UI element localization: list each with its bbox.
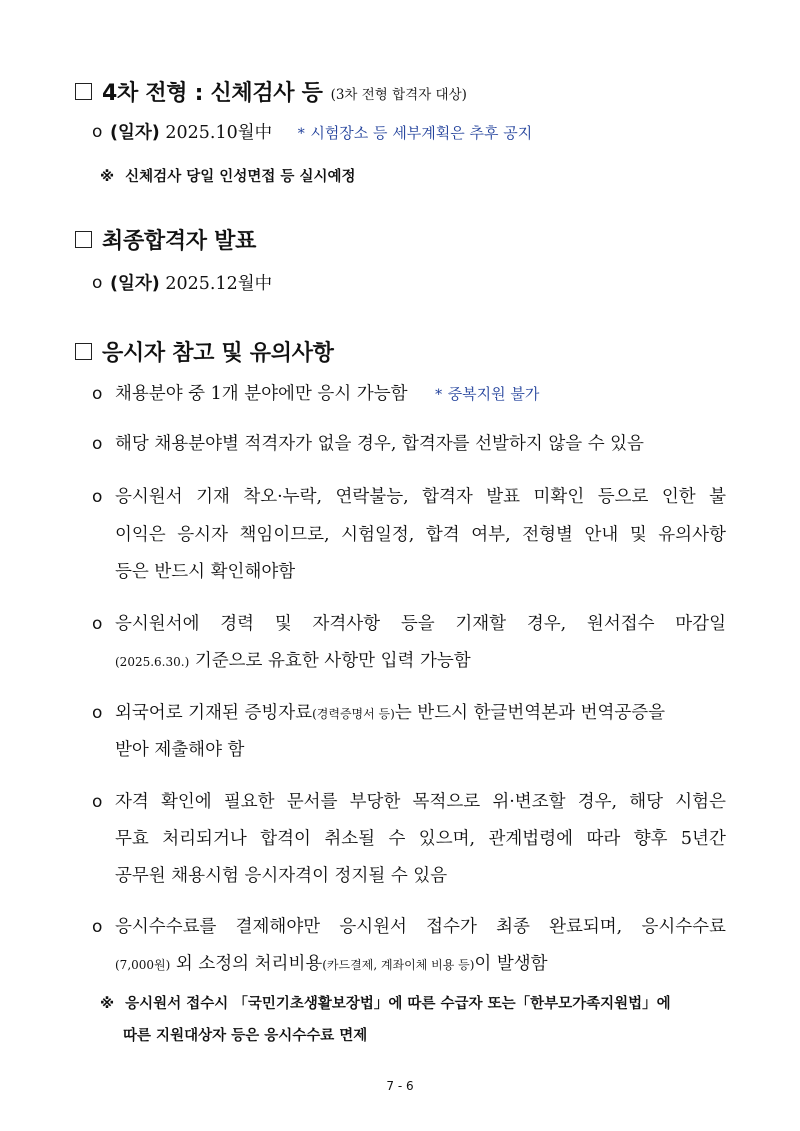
word: 응시수수료를	[115, 917, 217, 937]
note-item-3-line-2	[115, 521, 726, 546]
note-item-6-line-2	[115, 825, 726, 850]
word: 인한	[661, 487, 696, 507]
word: 및	[274, 614, 292, 634]
word: 완료되며,	[549, 917, 623, 937]
note-small: (카드결제, 계좌이체 비용 등)	[322, 958, 475, 972]
word: 확인에	[160, 792, 212, 812]
word: 수	[388, 829, 406, 849]
bullet: o	[92, 792, 103, 812]
date-label: (일자)	[110, 123, 160, 143]
bullet: o	[92, 122, 103, 142]
word: 기재할	[455, 614, 507, 634]
word: 5년간	[680, 829, 726, 849]
section-heading-notes	[75, 336, 334, 367]
word: 유의사항	[658, 525, 726, 545]
word: 경력	[220, 614, 255, 634]
reference-mark: ※	[100, 169, 115, 185]
word: 접수가	[426, 917, 477, 937]
word: 및	[629, 525, 647, 545]
word: 있으며,	[418, 829, 476, 849]
word: 응시원서	[115, 487, 183, 507]
bullet: o	[92, 384, 103, 404]
schedule-note: 시험장소 등 세부계획은 추후 공지	[310, 124, 533, 142]
word: 향후	[633, 829, 668, 849]
note-text: 는 반드시 한글번역본과 번역공증을	[394, 703, 666, 723]
word: 무효	[115, 829, 149, 849]
remark-fee-exemption-line-2: 따른 지원대상자 등은 응시수수료 면제	[123, 1028, 368, 1044]
word: 전형별	[522, 525, 573, 545]
word: 시험은	[675, 792, 726, 812]
bullet: o	[92, 434, 103, 454]
bullet: o	[92, 917, 103, 937]
note-item-5-line-1	[115, 699, 665, 724]
word: 위·변조할	[492, 792, 566, 812]
word: 연락불능,	[335, 487, 409, 507]
checkbox-square-icon	[75, 231, 92, 248]
asterisk-mark: *	[297, 126, 305, 142]
word: 합격자	[422, 487, 473, 507]
remark-text: 응시원서 접수시 「국민기초생활보장법」에 따른 수급자 또는「한부모가족지원법」에	[125, 996, 671, 1012]
section-title: 4차 전형 : 신체검사 등	[102, 81, 323, 106]
remark-text: 신체검사 당일 인성면접 등 실시예정	[125, 169, 356, 185]
word: 최종	[496, 917, 530, 937]
word: 응시원서에	[115, 614, 200, 634]
word: 경우,	[577, 792, 618, 812]
page-number: 7 - 6	[386, 1079, 414, 1093]
word: 착오·누락,	[243, 487, 323, 507]
word: 부당한	[349, 792, 401, 812]
section-title: 응시자 참고 및 유의사항	[102, 341, 334, 366]
word: 관계법령에	[488, 829, 574, 849]
date-line-physical-exam	[110, 119, 532, 144]
date-line-final-result	[110, 270, 272, 295]
note-text: 채용분야 중 1개 분야에만 응시 가능함	[115, 384, 408, 404]
deadline-date: (2025.6.30.)	[115, 655, 190, 669]
section-heading-physical-exam	[75, 76, 467, 107]
word: 합격	[425, 525, 460, 545]
word: 등을	[400, 614, 435, 634]
note-text: 기준으로 유효한 사항만 입력 가능함	[194, 651, 471, 671]
note-item-7-line-2	[115, 950, 548, 975]
word: 기재	[196, 487, 230, 507]
asterisk-mark: *	[435, 387, 443, 403]
word: 응시자	[177, 525, 228, 545]
word: 등으로	[597, 487, 649, 507]
word: 처리되거나	[162, 829, 247, 849]
note-small: (경력증명서 등)	[312, 707, 395, 721]
word: 응시수수료	[641, 917, 726, 937]
word: 이익은	[115, 525, 166, 545]
word: 불	[709, 487, 726, 507]
section-subtitle: (3차 전형 합격자 대상)	[330, 86, 467, 103]
bullet: o	[92, 273, 103, 293]
word: 여부,	[471, 525, 511, 545]
word: 책임이므로,	[239, 525, 330, 545]
word: 해당	[629, 792, 664, 812]
note-text: 이 발생함	[474, 954, 548, 974]
word: 응시원서	[339, 917, 407, 937]
reference-mark: ※	[100, 996, 115, 1012]
note-text: 외국어로 기재된 증빙자료	[115, 703, 313, 723]
word: 취소될	[324, 829, 376, 849]
note-item-5-line-2: 받아 제출해야 함	[115, 740, 245, 760]
word: 마감일	[675, 614, 726, 634]
note-item-4-line-1	[115, 610, 726, 635]
word: 발표	[486, 487, 521, 507]
remark-fee-exemption-line-1	[100, 992, 671, 1013]
word: 원서접수	[586, 614, 655, 634]
note-item-4-line-2	[115, 647, 471, 672]
note-item-7-line-1	[115, 913, 726, 938]
word: 합격이	[260, 829, 311, 849]
word: 문서를	[286, 792, 338, 812]
word: 자격사항	[312, 614, 381, 634]
word: 자격	[115, 792, 149, 812]
date-value: 2025.10월中	[165, 123, 273, 143]
date-value: 2025.12월中	[165, 274, 273, 294]
bullet: o	[92, 487, 103, 507]
word: 시험일정,	[341, 525, 415, 545]
note-text: 외 소정의 처리비용	[175, 954, 323, 974]
note-item-3-line-1	[115, 483, 726, 508]
note-item-1	[115, 380, 539, 405]
bullet: o	[92, 703, 103, 723]
word: 필요한	[223, 792, 275, 812]
word: 따라	[586, 829, 621, 849]
section-heading-final-result	[75, 224, 256, 255]
note-item-6-line-3: 공무원 채용시험 응시자격이 정지될 수 있음	[115, 866, 448, 886]
note-item-6-line-1	[115, 788, 726, 813]
fee-amount: (7,000원)	[115, 958, 171, 972]
word: 안내	[584, 525, 619, 545]
bullet: o	[92, 614, 103, 634]
word: 목적으로	[412, 792, 481, 812]
word: 미확인	[533, 487, 585, 507]
note-item-2	[115, 430, 726, 455]
note-text: 해당 채용분야별 적격자가 없을 경우, 합격자를 선발하지 않을 수 있음	[115, 434, 644, 454]
word: 결제해야만	[235, 917, 321, 937]
word: 경우,	[526, 614, 567, 634]
section-title: 최종합격자 발표	[102, 229, 257, 254]
note-item-3-line-3: 등은 반드시 확인해야함	[115, 562, 296, 582]
duplicate-note: 중복지원 불가	[447, 385, 540, 403]
checkbox-square-icon	[75, 83, 92, 100]
remark-physical-exam	[100, 165, 355, 186]
date-label: (일자)	[110, 274, 160, 294]
checkbox-square-icon	[75, 343, 92, 360]
